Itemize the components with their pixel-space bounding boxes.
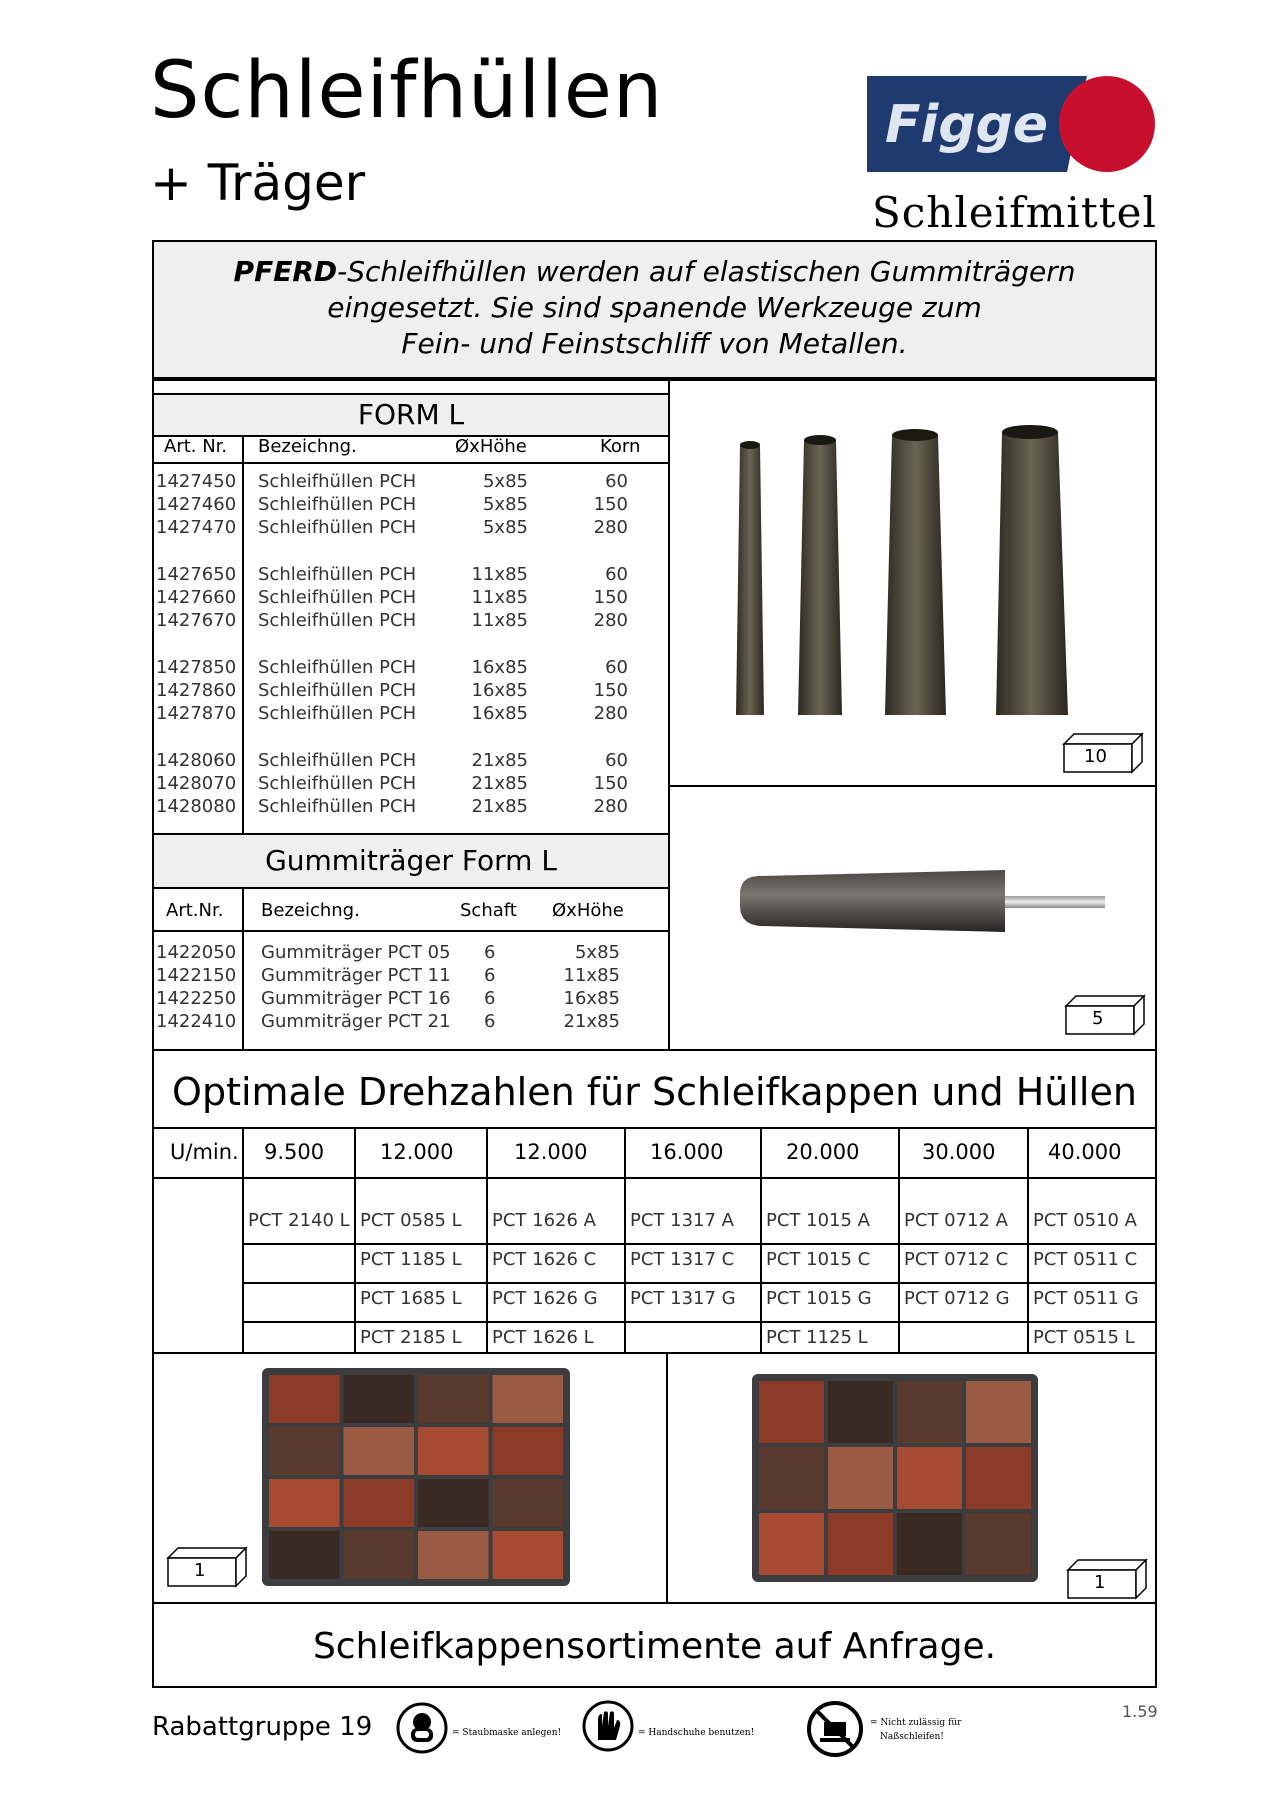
pack-quantity-box: 5 — [1064, 994, 1146, 1036]
divider — [898, 1129, 900, 1352]
divider — [242, 435, 244, 833]
bezeichnung: Schleifhüllen PCH — [258, 680, 417, 701]
divider — [242, 930, 668, 932]
divider — [154, 1177, 1155, 1179]
bezeichnung: Schleifhüllen PCH — [258, 587, 417, 608]
art-nr: 1428080 — [156, 796, 237, 817]
rpm-value: 16.000 — [650, 1140, 724, 1164]
symbol-label-no-wet-2: Naßschleifen! — [880, 1732, 944, 1742]
pct-cell: PCT 1626 C — [492, 1249, 597, 1270]
assortment-box-photo-left — [262, 1368, 570, 1586]
divider — [242, 1243, 1155, 1245]
korn: 60 — [605, 564, 628, 585]
divider — [242, 1129, 244, 1352]
schaft: 6 — [484, 988, 496, 1009]
gummi-header-schaft: Schaft — [460, 900, 517, 921]
pct-cell: PCT 1317 G — [630, 1288, 736, 1309]
bezeichnung: Schleifhüllen PCH — [258, 750, 417, 771]
pct-cell: PCT 1685 L — [360, 1288, 462, 1309]
intro-line1: -Schleifhüllen werden auf elastischen Gummiträgern — [337, 255, 1076, 288]
divider — [154, 1352, 1155, 1354]
rpm-value: 20.000 — [786, 1140, 860, 1164]
pct-cell: PCT 2185 L — [360, 1327, 462, 1348]
divider — [666, 1354, 668, 1602]
divider — [154, 1049, 1155, 1051]
divider — [242, 887, 244, 1049]
art-nr: 1428060 — [156, 750, 237, 771]
gloves-icon — [582, 1700, 634, 1752]
korn: 280 — [593, 703, 628, 724]
bezeichnung: Gummiträger PCT 21 — [261, 1011, 451, 1032]
size: 21x85 — [563, 1011, 620, 1032]
gummi-header-artnr: Art.Nr. — [166, 900, 224, 921]
korn: 150 — [593, 587, 628, 608]
korn: 60 — [605, 657, 628, 678]
rpm-value: 12.000 — [514, 1140, 588, 1164]
divider — [668, 379, 670, 1049]
form-l-header-size: ØxHöhe — [455, 436, 527, 457]
rpm-value: 40.000 — [1048, 1140, 1122, 1164]
art-nr: 1427450 — [156, 471, 237, 492]
size: 11x85 — [471, 587, 528, 608]
art-nr: 1427660 — [156, 587, 237, 608]
divider — [242, 1282, 1155, 1284]
divider — [1027, 1129, 1029, 1352]
schaft: 6 — [484, 942, 496, 963]
bezeichnung: Schleifhüllen PCH — [258, 471, 417, 492]
svg-text:Figge: Figge — [885, 95, 1049, 155]
art-nr: 1427460 — [156, 494, 237, 515]
rabatt-group: Rabattgruppe 19 — [152, 1712, 373, 1742]
bezeichnung: Gummiträger PCT 11 — [261, 965, 451, 986]
bezeichnung: Schleifhüllen PCH — [258, 773, 417, 794]
gummi-title: Gummiträger Form L — [154, 833, 668, 889]
intro-brand: PFERD — [233, 255, 338, 288]
size: 16x85 — [471, 703, 528, 724]
divider — [154, 1127, 1155, 1129]
divider — [242, 1321, 1155, 1323]
art-nr: 1427650 — [156, 564, 237, 585]
size: 5x85 — [482, 517, 528, 538]
symbol-label-no-wet-1: = Nicht zulässig für — [870, 1718, 962, 1728]
divider — [760, 1129, 762, 1352]
rpm-unit: U/min. — [170, 1140, 239, 1164]
pct-cell: PCT 1626 A — [492, 1210, 596, 1231]
form-l-header-artnr: Art. Nr. — [164, 436, 228, 457]
divider — [154, 930, 242, 932]
pack-quantity-box: 1 — [1066, 1558, 1148, 1600]
art-nr: 1427860 — [156, 680, 237, 701]
size: 21x85 — [471, 750, 528, 771]
bezeichnung: Schleifhüllen PCH — [258, 517, 417, 538]
assortment-footer-title: Schleifkappensortimente auf Anfrage. — [312, 1626, 997, 1667]
schaft: 6 — [484, 1011, 496, 1032]
art-nr: 1427470 — [156, 517, 237, 538]
size: 16x85 — [563, 988, 620, 1009]
bezeichnung: Gummiträger PCT 16 — [261, 988, 451, 1009]
art-nr: 1427870 — [156, 703, 237, 724]
dust-mask-icon — [396, 1702, 448, 1754]
intro-line2: eingesetzt. Sie sind spanende Werkzeuge zum — [327, 291, 982, 324]
form-l-header-bez: Bezeichng. — [258, 436, 357, 457]
size: 11x85 — [471, 564, 528, 585]
size: 21x85 — [471, 796, 528, 817]
size: 5x85 — [482, 494, 528, 515]
gummi-header-bez: Bezeichng. — [261, 900, 360, 921]
art-nr: 1422150 — [156, 965, 237, 986]
form-l-title: FORM L — [154, 393, 668, 437]
art-nr: 1428070 — [156, 773, 237, 794]
assortment-box-photo-right — [752, 1374, 1038, 1582]
size: 5x85 — [574, 942, 620, 963]
korn: 280 — [593, 610, 628, 631]
bezeichnung: Schleifhüllen PCH — [258, 657, 417, 678]
pct-cell: PCT 2140 L — [248, 1210, 350, 1231]
gummi-header-size: ØxHöhe — [552, 900, 624, 921]
intro-text — [154, 242, 1155, 379]
rpm-value: 30.000 — [922, 1140, 996, 1164]
intro-line3: Fein- und Feinstschliff von Metallen. — [401, 327, 908, 360]
art-nr: 1427850 — [156, 657, 237, 678]
bezeichnung: Schleifhüllen PCH — [258, 564, 417, 585]
pct-cell: PCT 1125 L — [766, 1327, 868, 1348]
divider — [154, 462, 668, 464]
korn: 60 — [605, 750, 628, 771]
size: 11x85 — [471, 610, 528, 631]
pct-cell: PCT 1626 L — [492, 1327, 594, 1348]
pct-cell: PCT 1317 A — [630, 1210, 734, 1231]
divider — [154, 1602, 1155, 1604]
pct-cell: PCT 0585 L — [360, 1210, 462, 1231]
bezeichnung: Schleifhüllen PCH — [258, 703, 417, 724]
logo-subtitle: Schleifmittel — [872, 188, 1157, 237]
pct-cell: PCT 1015 A — [766, 1210, 870, 1231]
art-nr: 1422410 — [156, 1011, 237, 1032]
size: 11x85 — [563, 965, 620, 986]
divider — [486, 1129, 488, 1352]
size: 16x85 — [471, 657, 528, 678]
pct-cell: PCT 0511 G — [1033, 1288, 1139, 1309]
pct-cell: PCT 1015 G — [766, 1288, 872, 1309]
symbol-label-gloves: = Handschuhe benutzen! — [638, 1728, 755, 1738]
rpm-value: 9.500 — [264, 1140, 325, 1164]
pct-cell: PCT 0515 L — [1033, 1327, 1135, 1348]
size: 21x85 — [471, 773, 528, 794]
figge-logo — [867, 76, 1157, 172]
page-number: 1.59 — [1122, 1702, 1158, 1721]
korn: 150 — [593, 494, 628, 515]
divider — [624, 1129, 626, 1352]
no-wet-grinding-icon — [806, 1700, 864, 1758]
pack-quantity-box: 1 — [166, 1546, 248, 1588]
page-subtitle: + Träger — [150, 154, 366, 212]
page-title: Schleifhüllen — [150, 46, 664, 136]
rubber-carrier-photo — [730, 866, 1130, 936]
pct-cell: PCT 1317 C — [630, 1249, 735, 1270]
pct-cell: PCT 1185 L — [360, 1249, 462, 1270]
bezeichnung: Schleifhüllen PCH — [258, 494, 417, 515]
form-l-header-korn: Korn — [600, 436, 641, 457]
size: 16x85 — [471, 680, 528, 701]
size: 5x85 — [482, 471, 528, 492]
pct-cell: PCT 1015 C — [766, 1249, 871, 1270]
pct-cell: PCT 0510 A — [1033, 1210, 1137, 1231]
divider — [670, 785, 1155, 787]
art-nr: 1427670 — [156, 610, 237, 631]
pct-cell: PCT 0712 C — [904, 1249, 1009, 1270]
korn: 150 — [593, 773, 628, 794]
rpm-value: 12.000 — [380, 1140, 454, 1164]
pct-cell: PCT 1626 G — [492, 1288, 598, 1309]
divider — [354, 1129, 356, 1352]
bezeichnung: Gummiträger PCT 05 — [261, 942, 451, 963]
schaft: 6 — [484, 965, 496, 986]
sleeves-photo — [720, 420, 1080, 720]
pack-quantity-box: 10 — [1062, 732, 1144, 774]
speeds-title: Optimale Drehzahlen für Schleifkappen und Hüllen — [172, 1070, 1137, 1114]
korn: 60 — [605, 471, 628, 492]
bezeichnung: Schleifhüllen PCH — [258, 796, 417, 817]
pct-cell: PCT 0712 G — [904, 1288, 1010, 1309]
divider — [154, 379, 1155, 381]
symbol-label-dust-mask: = Staubmaske anlegen! — [452, 1728, 562, 1738]
korn: 150 — [593, 680, 628, 701]
korn: 280 — [593, 796, 628, 817]
bezeichnung: Schleifhüllen PCH — [258, 610, 417, 631]
pct-cell: PCT 0511 C — [1033, 1249, 1138, 1270]
art-nr: 1422050 — [156, 942, 237, 963]
pct-cell: PCT 0712 A — [904, 1210, 1008, 1231]
art-nr: 1422250 — [156, 988, 237, 1009]
korn: 280 — [593, 517, 628, 538]
